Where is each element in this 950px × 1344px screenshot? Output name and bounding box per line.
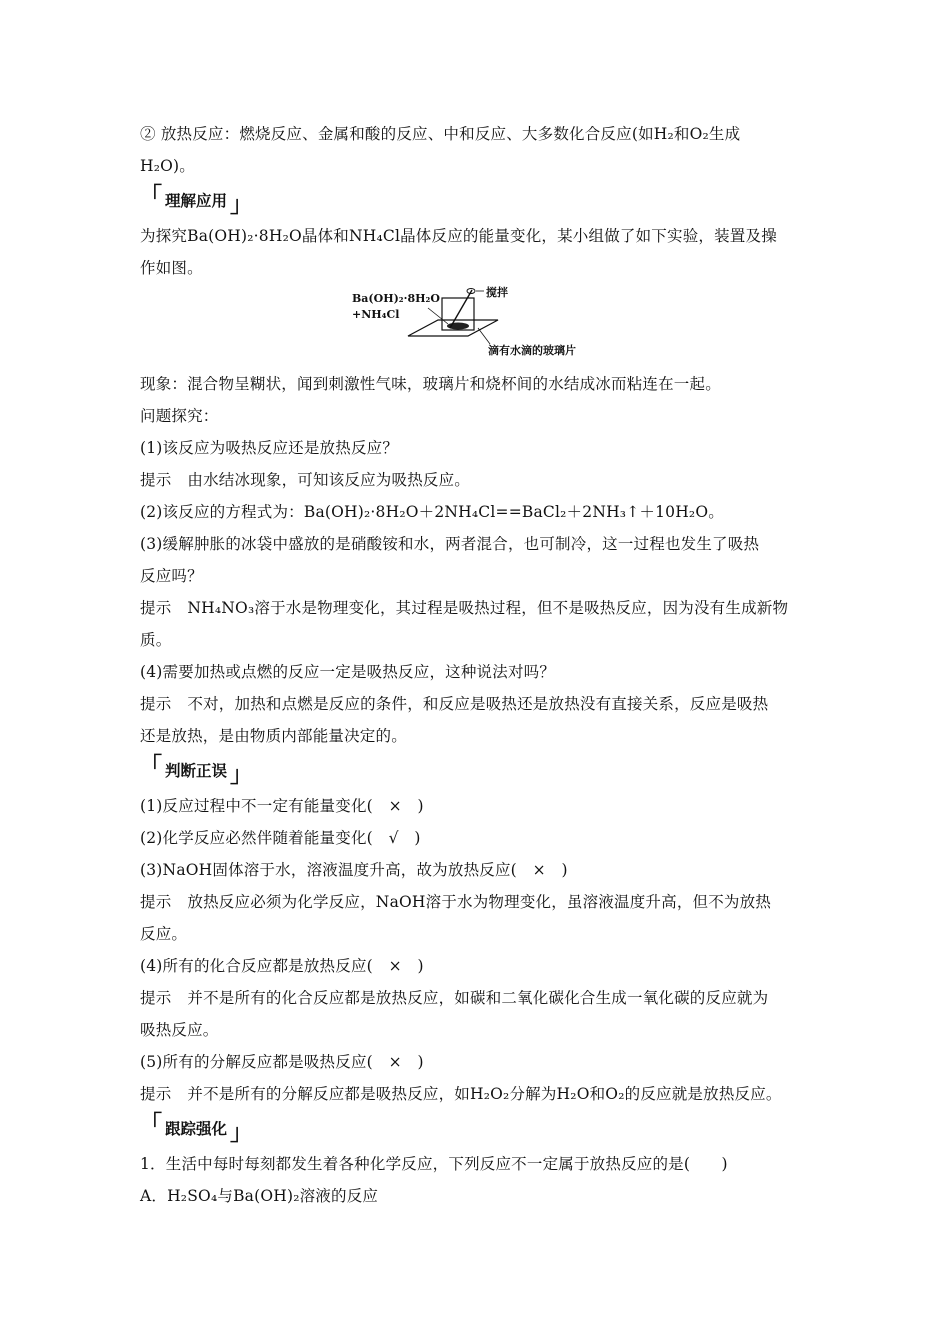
section-title: 判断正误	[165, 762, 228, 780]
question-3-line-1: (3)缓解肿胀的冰袋中盛放的是硝酸铵和水，两者混合，也可制冷，这一过程也发生了吸热	[140, 535, 760, 553]
mixture-icon	[447, 323, 469, 330]
hint-text: 由水结冰现象，可知该反应为吸热反应。	[187, 471, 471, 489]
judge-hint-5	[140, 1078, 812, 1110]
figure-label-reagent: Ba(OH)₂·8H₂O	[352, 292, 440, 305]
bracket-close-icon: 」	[230, 193, 253, 218]
figure-label-reagent-2: +NH₄Cl	[352, 308, 400, 321]
hint-label: 提示	[140, 695, 172, 713]
bracket-open-icon: 「	[140, 1112, 163, 1137]
judge-item-2: (2)化学反应必然伴随着能量变化( √ )	[140, 829, 421, 847]
leader-line-reagent	[428, 308, 448, 324]
leader-line-glass	[478, 328, 490, 344]
hint-text: 并不是所有的化合反应都是放热反应，如碳和二氧化碳化合生成一氧化碳的反应就为	[187, 989, 769, 1007]
judge-hint-4-line-1	[140, 982, 812, 1014]
experiment-text-line-1: 为探究Ba(OH)₂·8H₂O晶体和NH₄Cl晶体反应的能量变化，某小组做了如下实验，装置及操	[140, 227, 777, 245]
section-heading-judge	[140, 752, 812, 790]
judge-item-3: (3)NaOH固体溶于水，溶液温度升高，故为放热反应( × )	[140, 861, 568, 879]
judge-hint-3-line-1	[140, 886, 812, 918]
judge-item-5: (5)所有的分解反应都是吸热反应( × )	[140, 1053, 424, 1071]
judge-hint-3-line-2: 反应。	[140, 925, 188, 943]
hint-3-line-1	[140, 592, 812, 624]
hint-label: 提示	[140, 471, 172, 489]
section-heading-follow	[140, 1110, 812, 1148]
inquiry-title: 问题探究：	[140, 407, 219, 425]
bracket-open-icon: 「	[140, 184, 163, 209]
phenomenon-text: 现象：混合物呈糊状，闻到刺激性气味，玻璃片和烧杯间的水结成冰而粘连在一起。	[140, 375, 721, 393]
hint-label: 提示	[140, 1085, 172, 1103]
question-2: (2)该反应的方程式为：Ba(OH)₂·8H₂O＋2NH₄Cl==BaCl₂＋2NH₃↑＋10H₂O。	[140, 503, 724, 521]
hint-1	[140, 464, 812, 496]
figure-label-stir: 搅拌	[486, 286, 508, 299]
experiment-figure	[140, 286, 812, 368]
section-title: 理解应用	[165, 192, 228, 210]
document-page	[140, 118, 812, 1212]
judge-item-1: (1)反应过程中不一定有能量变化( × )	[140, 797, 424, 815]
section-title: 跟踪强化	[165, 1120, 228, 1138]
bracket-close-icon: 」	[230, 1121, 253, 1146]
figure-label-glass: 滴有水滴的玻璃片	[488, 344, 576, 357]
hint-3-line-2: 质。	[140, 631, 172, 649]
hint-text: 放热反应必须为化学反应，NaOH溶于水为物理变化，虽溶液温度升高，但不为放热	[187, 893, 772, 911]
judge-hint-4-line-2: 吸热反应。	[140, 1021, 219, 1039]
section-heading-understand	[140, 182, 812, 220]
bracket-open-icon: 「	[140, 754, 163, 779]
hint-text: NH₄NO₃溶于水是物理变化，其过程是吸热过程，但不是吸热反应，因为没有生成新物	[187, 599, 789, 617]
hint-label: 提示	[140, 989, 172, 1007]
experiment-text-line-2: 作如图。	[140, 259, 203, 277]
question-4: (4)需要加热或点燃的反应一定是吸热反应，这种说法对吗？	[140, 663, 556, 681]
judge-item-4: (4)所有的化合反应都是放热反应( × )	[140, 957, 424, 975]
question-1: (1)该反应为吸热反应还是放热反应？	[140, 439, 399, 457]
hint-label: 提示	[140, 893, 172, 911]
follow-question-1: 1．生活中每时每刻都发生着各种化学反应，下列反应不一定属于放热反应的是( )	[140, 1155, 728, 1173]
hint-text: 并不是所有的分解反应都是吸热反应，如H₂O₂分解为H₂O和O₂的反应就是放热反应。	[187, 1085, 782, 1103]
intro-line-1: ② 放热反应：燃烧反应、金属和酸的反应、中和反应、大多数化合反应(如H₂和O₂生成	[140, 125, 741, 143]
hint-text: 不对，加热和点燃是反应的条件，和反应是吸热还是放热没有直接关系，反应是吸热	[187, 695, 769, 713]
hint-4-line-2: 还是放热，是由物质内部能量决定的。	[140, 727, 407, 745]
hint-4-line-1	[140, 688, 812, 720]
hint-label: 提示	[140, 599, 172, 617]
follow-option-a: A．H₂SO₄与Ba(OH)₂溶液的反应	[140, 1187, 379, 1205]
question-3-line-2: 反应吗？	[140, 567, 203, 585]
beaker-diagram	[398, 286, 538, 356]
stirring-rod-icon	[450, 290, 472, 328]
intro-line-2: H₂O)。	[140, 157, 195, 175]
bracket-close-icon: 」	[230, 763, 253, 788]
